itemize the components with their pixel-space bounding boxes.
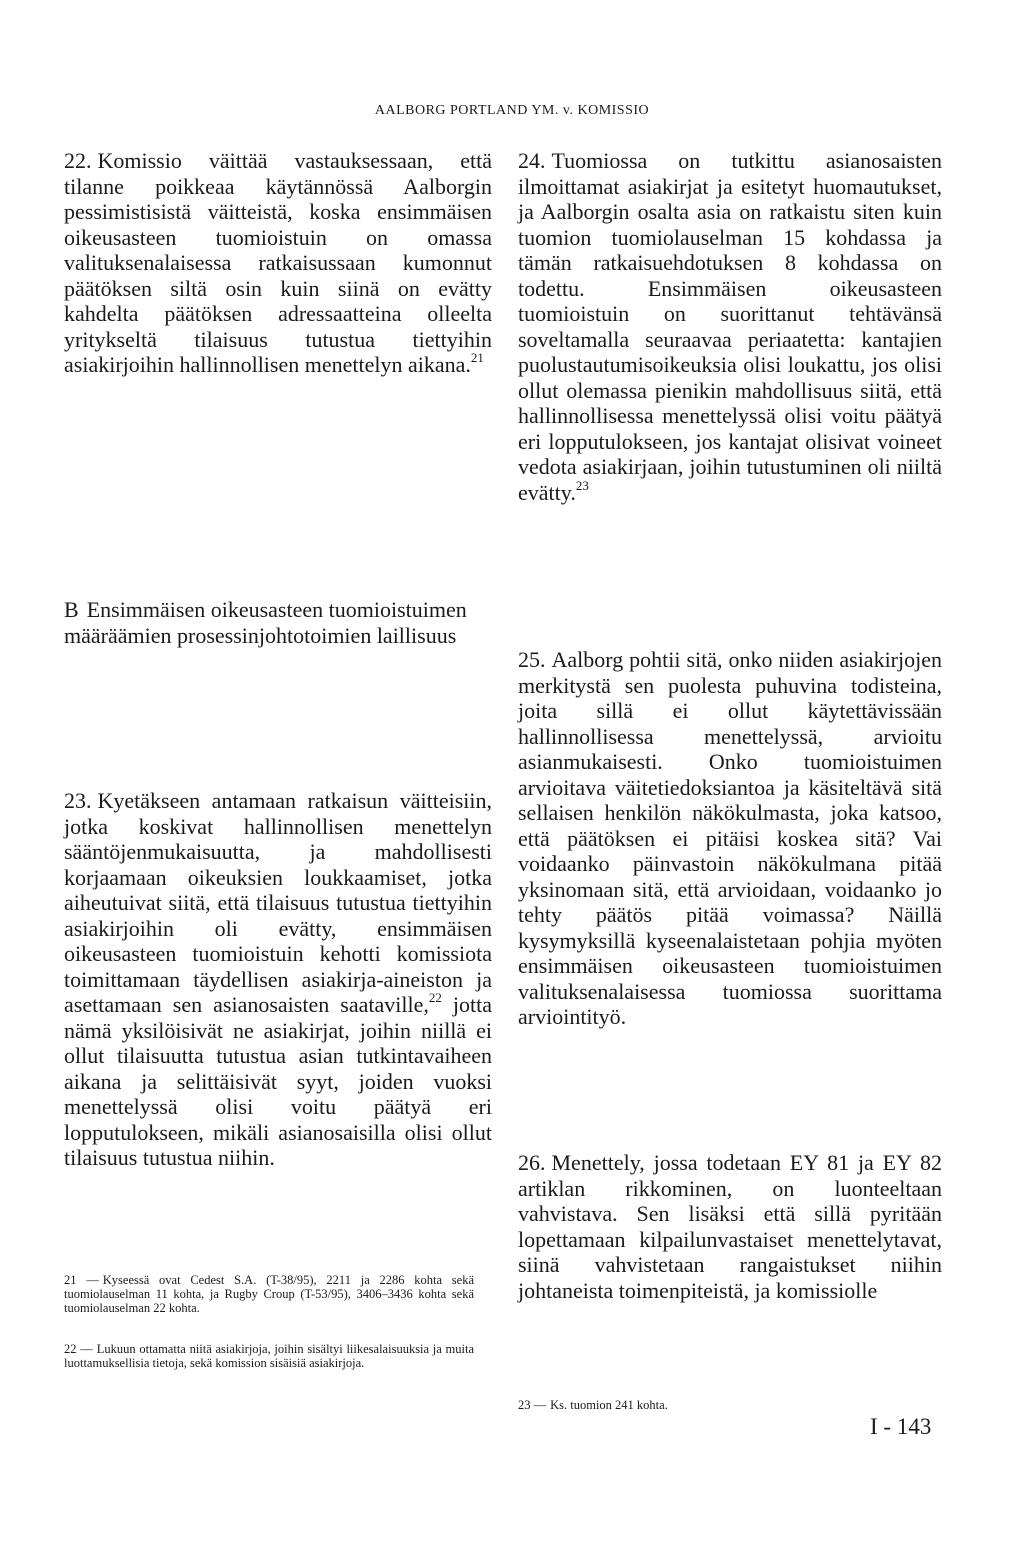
paragraph-number: 23. [64, 788, 92, 813]
footnote-text: Kyseessä ovat Cedest S.A. (T-38/95), 2211 ja 2286 kohta sekä tuomiolauselman 11 kohta, ja Rugby Croup (T-53/95), 3406–3436 kohta sekä tuomiolauselman 22 kohta. [64, 1273, 474, 1315]
footnote-22 [64, 1342, 474, 1370]
footnote-text: Ks. tuomion 241 kohta. [550, 1398, 668, 1412]
footnote-21 [64, 1273, 474, 1315]
footnote-number: 21 — [64, 1273, 99, 1287]
paragraph-number: 22. [64, 148, 92, 173]
footnote-text: Lukuun ottamatta niitä asiakirjoja, joihin sisältyi liikesalaisuuksia ja muita luottamuksellisia tietoja, sekä komission sisäisiä asiakirjoja. [64, 1342, 475, 1370]
paragraph-text: Kyetäkseen antamaan ratkaisun väitteisiin, jotka koskivat hallinnollisen menettelyn sääntöjenmukaisuutta, ja mahdollisesti korjaamaan oikeuksien loukkaamiset, jotka aiheutuivat siitä, että tilaisuus tutustua tiettyihin asiakirjoihin oli evätty, ensimmäisen oikeusasteen tuomioistuin kehotti komissiota toimittamaan täydellisen asiakirja-aineiston ja asettamaan sen asianosaisten saataville, [64, 788, 492, 1017]
paragraph-25 [518, 647, 942, 1030]
footnote-number: 22 — [64, 1342, 93, 1356]
footnote-ref: 22 [428, 990, 442, 1005]
paragraph-text: jotta nämä yksilöisivät ne asiakirjat, joihin niillä ei ollut tilaisuutta tutustua asian tutkintavaiheen aikana ja selittäisivät syyt, joiden vuoksi menettelyssä olisi voitu päätyä eri lopputulokseen, mikäli asianosaisilla olisi ollut tilaisuus tutustua niihin. [64, 992, 492, 1170]
footnote-ref: 23 [575, 477, 589, 493]
page-number: I - 143 [870, 1414, 932, 1439]
paragraph-number: 25. [518, 647, 546, 672]
paragraph-number: 24. [518, 148, 546, 173]
running-head: AALBORG PORTLAND YM. v. KOMISSIO [374, 103, 650, 118]
paragraph-text: Tuomiossa on tutkittu asianosaisten ilmoittamat asiakirjat ja esitetyt huomautukset, ja Aalborgin osalta asia on ratkaistu siten kuin tuomion tuomiolauselman 15 kohdassa ja tämän ratkaisuehdotuksen 8 kohdassa on todettu. Ensimmäisen oikeusasteen tuomioistuin on suorittanut tehtävänsä soveltamalla seuraavaa periaatetta: kantajien puolustautumisoikeuksia olisi loukattu, jos olisi ollut olemassa pienikin mahdollisuus siitä, että hallinnollisessa menettelyssä olisi voitu päätyä eri lopputulokseen, jos kantajat olisivat voineet vedota asiakirjaan, joihin tutustuminen oli niiltä evätty. [518, 148, 942, 505]
paragraph-text: Aalborg pohtii sitä, onko niiden asiakirjojen merkitystä sen puolesta puhuvina todisteina, joita sillä ei ollut käytettävissään hallinnollisessa menettelyssä, arvioitu asianmukaisesti. Onko tuomioistuimen arvioitava väitetiedoksiantoa ja käsiteltävä sitä sellaisen henkilön näkökulmasta, joka katsoo, että päätöksen ei pitäisi koskea sitä? Vai voidaanko päinvastoin näkökulmana pitää yksinomaan sitä, että arvioidaan, voidaanko jo tehty päätös pitää voimassa? Näillä kysymyksillä kyseenalaistetaan pohjia myöten ensimmäisen oikeusasteen tuomioistuimen valituksenalaisessa tuomiossa suorittama arviointityö. [518, 647, 942, 1029]
section-heading-b [64, 597, 504, 649]
paragraph-22 [64, 148, 492, 378]
paragraph-23 [64, 788, 492, 1171]
paragraph-26 [518, 1150, 942, 1303]
section-letter: B [64, 597, 79, 622]
paragraph-24 [518, 148, 942, 505]
paragraph-text: Menettely, jossa todetaan EY 81 ja EY 82 artiklan rikkominen, on luonteeltaan vahvistava. Sen lisäksi että sillä pyritään lopettamaan kilpailunvastaiset menettelytavat, siinä vahvistetaan rangaistukset niihin johtaneista toimenpiteistä, ja komissiolle [518, 1150, 942, 1303]
footnote-23 [518, 1398, 818, 1412]
footnote-ref: 21 [470, 350, 484, 365]
paragraph-number: 26. [518, 1150, 546, 1175]
footnote-number: 23 — [518, 1398, 547, 1412]
section-heading-text: Ensimmäisen oikeusasteen tuomioistuimen määräämien prosessinjohtotoimien laillisuus [64, 597, 467, 648]
paragraph-text: Komissio väittää vastauksessaan, että tilanne poikkeaa käytännössä Aalborgin pessimistisistä väitteistä, koska ensimmäisen oikeusasteen tuomioistuin on omassa valituksenalaisessa ratkaisussaan kumonnut päätöksen siltä osin kuin siinä on evätty kahdelta päätöksen adressaatteina olleelta yritykseltä tilaisuus tutustua tiettyihin asiakirjoihin hallinnollisen menettelyn aikana. [64, 148, 492, 377]
